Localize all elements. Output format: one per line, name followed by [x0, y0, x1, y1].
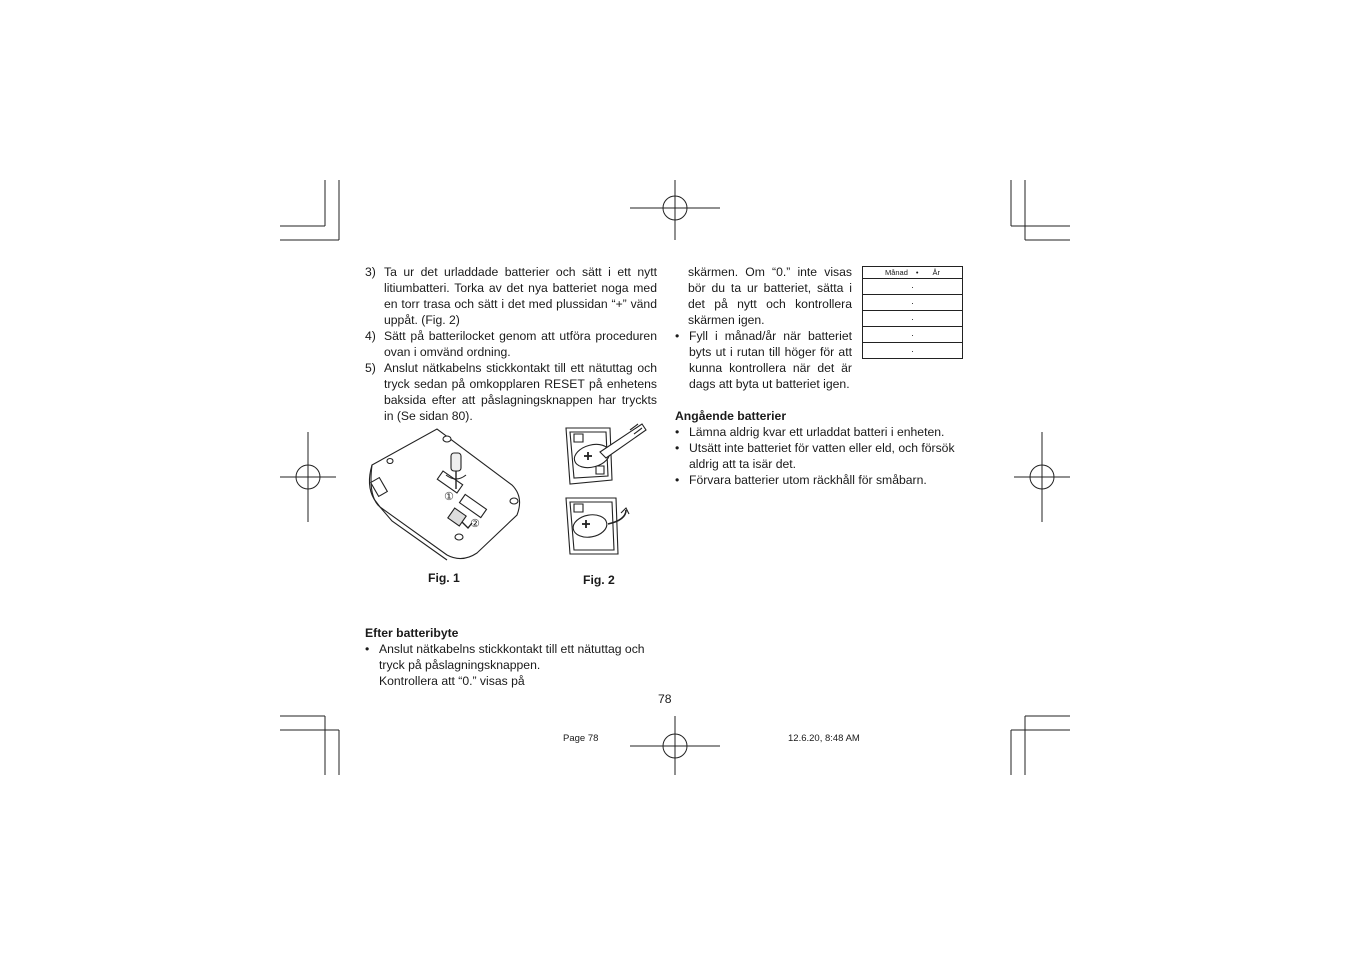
battery-bullet-text: Lämna aldrig kvar ett urladdat batteri i enheten. [689, 425, 945, 439]
bullet-line: Kontrollera att “0.” visas på [379, 674, 525, 688]
step-number: 5) [365, 361, 376, 375]
fill-date-bullet [675, 328, 852, 392]
bullet-dot: • [675, 329, 680, 343]
battery-bullet-text: Förvara batterier utom räckhåll för småbarn. [689, 473, 927, 487]
date-entry-row [863, 311, 963, 327]
row-dot: · [911, 313, 914, 324]
row-dot: · [911, 329, 914, 340]
bullet-line: tryck på påslagningsknappen. [379, 658, 541, 672]
step-4 [365, 328, 657, 360]
registration-mark-top [630, 180, 720, 240]
step-text: Ta ur det urladdade batterier och sätt i ett nytt litiumbatteri. Torka av det nya batteriet noga med en torr trasa och sätt i det med plussidan “+” vänd uppåt. (Fig. 2) [384, 265, 657, 327]
date-entry-row [863, 327, 963, 343]
registration-mark-bottom [630, 716, 720, 775]
bullet-dot: • [365, 642, 370, 656]
foot [443, 436, 451, 442]
date-box-header [863, 267, 963, 279]
step-number: 3) [365, 265, 376, 279]
fig2-caption: Fig. 2 [583, 573, 615, 587]
registration-mark-right [1014, 432, 1070, 522]
row-dot: · [911, 345, 914, 356]
fig1-calculator-illustration [362, 425, 532, 565]
bullet-line: Anslut nätkabelns stickkontakt till ett nätuttag och [379, 642, 645, 656]
date-entry-row [863, 295, 963, 311]
date-entry-row [863, 343, 963, 359]
foot [455, 534, 463, 540]
month-label: Månad [884, 267, 908, 277]
page-number: 78 [658, 692, 672, 706]
battery-compartment-remove [566, 424, 646, 484]
row-dot: · [911, 297, 914, 308]
bullet-dot: • [675, 425, 680, 439]
step-marker-1: ① [444, 490, 454, 503]
fig1-caption: Fig. 1 [428, 571, 460, 585]
continuation-text: skärmen. Om “0.” inte visas bör du ta ur batteriet, sätta i det på nytt och kontrollera skärmen igen. [688, 265, 852, 327]
after-replacement-bullet [365, 641, 665, 689]
after-replacement-heading: Efter batteribyte [365, 626, 459, 640]
separator-dot: • [915, 267, 919, 277]
battery-compartment-insert [566, 498, 629, 554]
fill-date-text: Fyll i månad/år när batteriet byts ut i rutan till höger för att kunna kontrollera när det är dags att byta ut batteriet igen. [689, 329, 852, 391]
step-text: Sätt på batterilocket genom att utföra proceduren ovan i omvänd ordning. [384, 329, 657, 359]
registration-mark-left [280, 432, 336, 522]
year-label: År [932, 267, 941, 277]
row-dot: · [911, 281, 914, 292]
date-entry-row [863, 279, 963, 295]
battery-bullet [675, 424, 969, 440]
step-5 [365, 360, 657, 424]
bullet-dot: • [675, 473, 680, 487]
battery-bullet [675, 440, 969, 472]
fig2-battery-illustration [560, 420, 655, 560]
footer-page-label: Page 78 [563, 733, 599, 744]
footer-timestamp: 12.6.20, 8:48 AM [788, 733, 860, 744]
foot [387, 459, 393, 464]
battery-heading: Angående batterier [675, 409, 787, 423]
bullet-dot: • [675, 441, 680, 455]
step-marker-2: ② [470, 517, 480, 530]
foot [510, 498, 518, 504]
screwdriver-handle [451, 453, 461, 471]
step-text: Anslut nätkabelns stickkontakt till ett nätuttag och tryck sedan på omkopplaren RESET på enhetens baksida efter att påslagningsknappen har tryckts in (Se sidan 80). [384, 361, 657, 423]
battery-date-box[interactable] [862, 266, 963, 359]
step-3 [365, 264, 657, 328]
step-number: 4) [365, 329, 376, 343]
battery-bullet [675, 472, 969, 488]
battery-bullet-text: Utsätt inte batteriet för vatten eller eld, och försök aldrig att ta isär det. [689, 441, 955, 471]
